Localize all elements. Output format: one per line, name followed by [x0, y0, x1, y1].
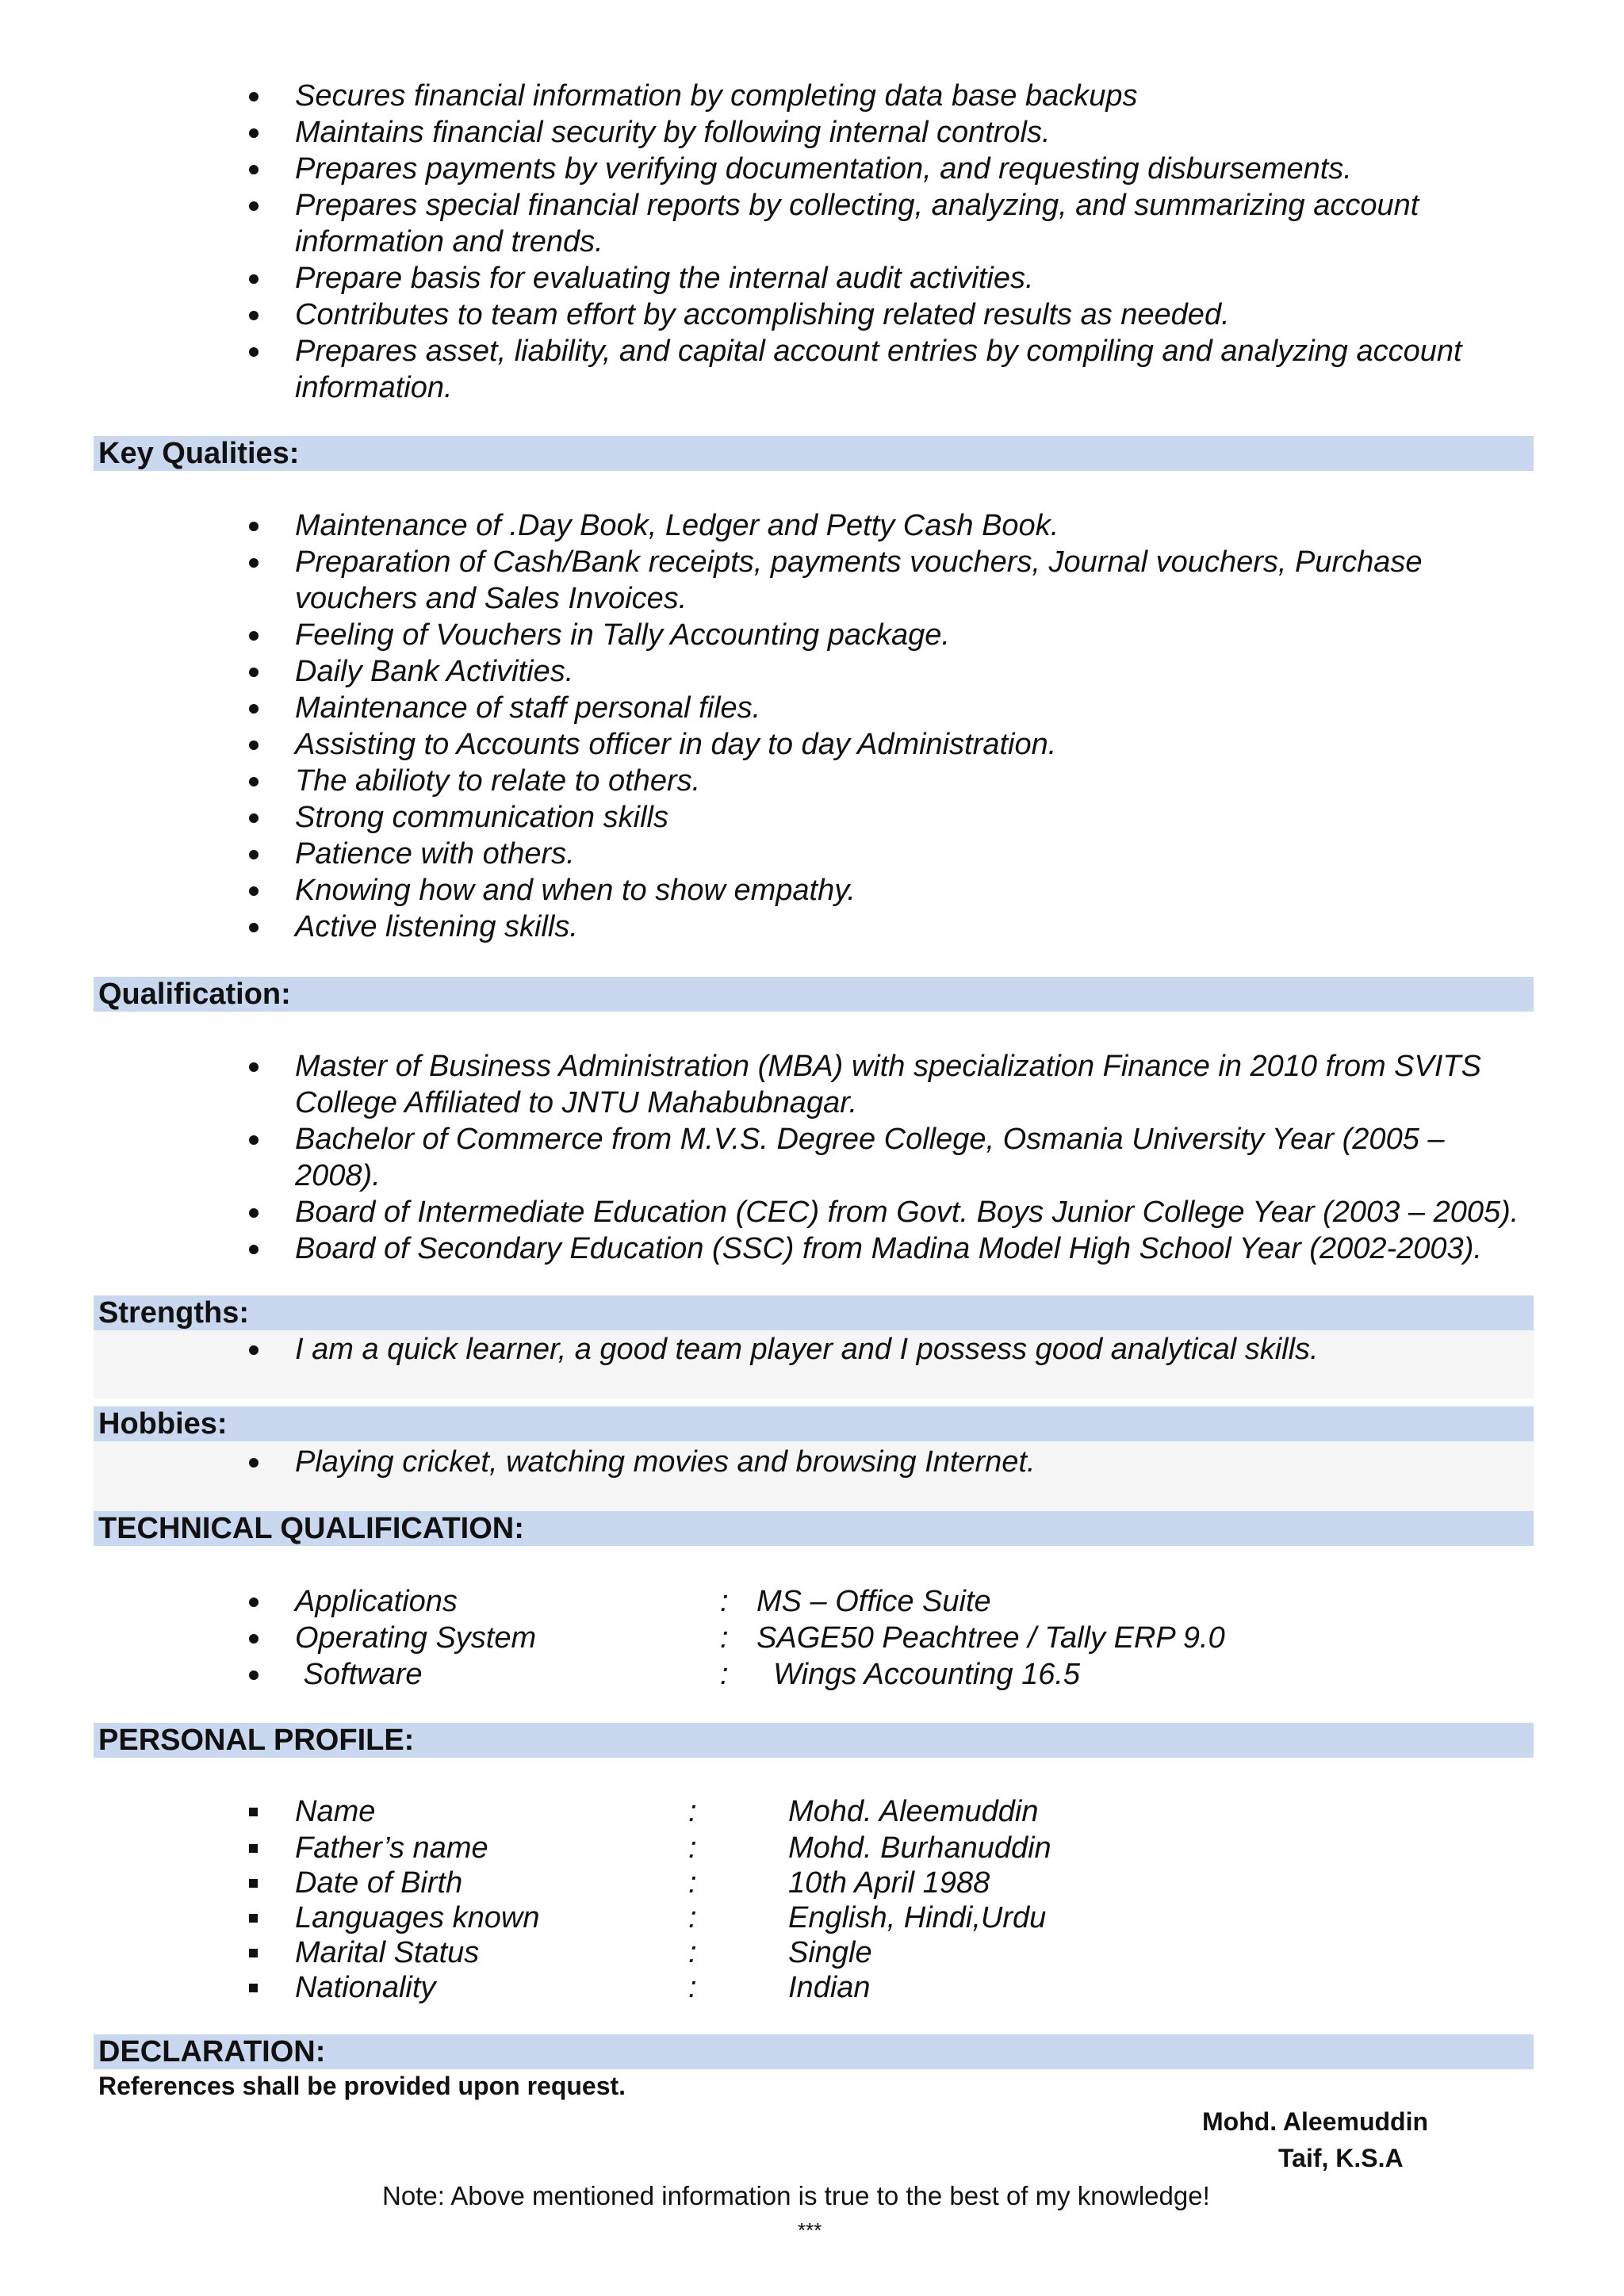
row-key: Marital Status [295, 1936, 480, 1969]
row-value: Indian [788, 1971, 871, 2004]
list-item: Maintenance of staff personal files. [246, 690, 1530, 726]
list-item: Board of Intermediate Education (CEC) from Govt. Boys Junior College Year (2003 – 2005). [246, 1194, 1530, 1230]
personal-profile-heading: PERSONAL PROFILE: [94, 1723, 1534, 1758]
table-row [246, 1656, 1530, 1693]
hobbies-heading: Hobbies: [94, 1406, 1534, 1441]
row-separator: : [720, 1658, 729, 1691]
row-separator: : [720, 1621, 729, 1655]
row-value: English, Hindi,Urdu [788, 1901, 1047, 1934]
list-item: Feeling of Vouchers in Tally Accounting package. [246, 617, 1530, 653]
list-item: Board of Secondary Education (SSC) from Madina Model High School Year (2002-2003). [246, 1230, 1530, 1267]
row-key: Nationality [295, 1971, 436, 2004]
row-value: MS – Office Suite [756, 1585, 991, 1618]
list-item: Contributes to team effort by accomplishing related results as needed. [246, 297, 1530, 333]
row-value: 10th April 1988 [788, 1866, 990, 1900]
list-item: I am a quick learner, a good team player and I possess good analytical skills. [246, 1331, 1530, 1368]
row-separator: : [688, 1971, 697, 2004]
responsibilities-list [246, 78, 1530, 406]
list-item: Prepare basis for evaluating the internal audit activities. [246, 260, 1530, 297]
declaration-note: Note: Above mentioned information is true to the best of my knowledge! [382, 2181, 1210, 2210]
row-separator: : [688, 1936, 697, 1969]
list-item: The abilioty to relate to others. [246, 763, 1530, 799]
table-row [246, 1865, 1530, 1900]
hobbies-list [246, 1444, 1530, 1480]
table-row [246, 1830, 1530, 1865]
technical-qualification-heading: TECHNICAL QUALIFICATION: [94, 1511, 1534, 1546]
list-item: Assisting to Accounts officer in day to day Administration. [246, 726, 1530, 763]
qualification-list [246, 1048, 1530, 1267]
row-key: Father’s name [295, 1831, 488, 1865]
signature-place: Taif, K.S.A [1278, 2144, 1404, 2172]
row-separator: : [688, 1795, 697, 1828]
list-item: Maintenance of .Day Book, Ledger and Petty Cash Book. [246, 507, 1530, 544]
list-item: Master of Business Administration (MBA) with specialization Finance in 2010 from SVITS College Affiliated to JNTU Mahabubnagar. [246, 1048, 1530, 1121]
list-item: Maintains financial security by following internal controls. [246, 114, 1530, 151]
list-item: Secures financial information by completing data base backups [246, 78, 1530, 114]
row-key: Languages known [295, 1901, 540, 1934]
list-item: Bachelor of Commerce from M.V.S. Degree College, Osmania University Year (2005 – 2008). [246, 1121, 1530, 1194]
row-value: SAGE50 Peachtree / Tally ERP 9.0 [756, 1621, 1225, 1655]
row-value: Mohd. Burhanuddin [788, 1831, 1051, 1865]
list-item: Active listening skills. [246, 909, 1530, 945]
qualification-heading: Qualification: [94, 977, 1534, 1012]
list-item: Playing cricket, watching movies and browsing Internet. [246, 1444, 1530, 1480]
signature-name: Mohd. Aleemuddin [1202, 2107, 1429, 2136]
technical-qualification-list [246, 1583, 1530, 1693]
row-separator: : [720, 1585, 729, 1618]
table-row [246, 1620, 1530, 1656]
table-row [246, 1900, 1530, 1934]
list-item: Knowing how and when to show empathy. [246, 872, 1530, 909]
personal-profile-list [246, 1793, 1530, 2004]
row-value: Single [788, 1936, 872, 1969]
list-item: Prepares special financial reports by collecting, analyzing, and summarizing account information and trends. [246, 187, 1530, 260]
end-mark: *** [798, 2218, 822, 2242]
strengths-heading: Strengths: [94, 1295, 1534, 1330]
list-item: Strong communication skills [246, 799, 1530, 836]
list-item: Preparation of Cash/Bank receipts, payments vouchers, Journal vouchers, Purchase vouchers and Sales Invoices. [246, 544, 1530, 617]
table-row [246, 1793, 1530, 1830]
row-key: Name [295, 1795, 376, 1828]
row-key: Date of Birth [295, 1866, 463, 1900]
declaration-text: References shall be provided upon request. [98, 2072, 626, 2100]
table-row [246, 1583, 1530, 1620]
row-separator: : [688, 1831, 697, 1865]
list-item: Daily Bank Activities. [246, 653, 1530, 690]
strengths-list [246, 1331, 1530, 1368]
declaration-heading: DECLARATION: [94, 2034, 1534, 2069]
list-item: Prepares payments by verifying documentation, and requesting disbursements. [246, 151, 1530, 187]
list-item: Patience with others. [246, 836, 1530, 872]
key-qualities-list [246, 507, 1530, 945]
row-key: Operating System [295, 1621, 537, 1655]
row-separator: : [688, 1901, 697, 1934]
row-value: Mohd. Aleemuddin [788, 1795, 1039, 1828]
row-separator: : [688, 1866, 697, 1900]
list-item: Prepares asset, liability, and capital account entries by compiling and analyzing account information. [246, 333, 1530, 406]
row-key: Applications [295, 1585, 458, 1618]
table-row [246, 1934, 1530, 1969]
row-key: Software [295, 1658, 423, 1691]
key-qualities-heading: Key Qualities: [94, 436, 1534, 471]
table-row [246, 1969, 1530, 2004]
row-value: Wings Accounting 16.5 [756, 1658, 1081, 1691]
